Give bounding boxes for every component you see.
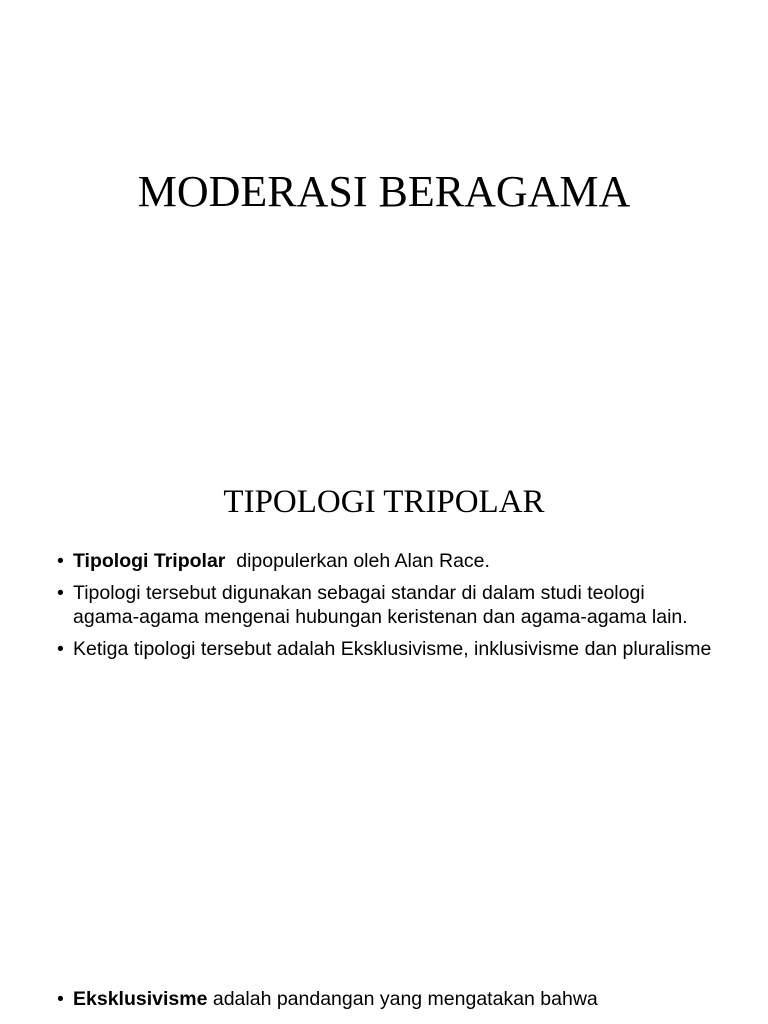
bullet-icon: •	[57, 550, 64, 572]
bullet-item	[56, 581, 716, 629]
bullet-bold-text: Tipologi Tripolar	[73, 550, 226, 572]
bullet-list	[56, 549, 716, 669]
bullet-text: dipopulerkan oleh Alan Race.	[225, 550, 490, 572]
slide-eksklusivisme	[0, 958, 768, 1024]
bullet-icon: •	[57, 582, 64, 604]
slide-title: MODERASI BERAGAMA	[137, 167, 631, 216]
bullet-text: adalah pandangan yang mengatakan bahwa	[207, 988, 598, 1010]
bullet-list	[56, 987, 716, 1019]
bullet-icon: •	[57, 638, 64, 660]
bullet-bold-text: Eksklusivisme	[73, 988, 208, 1010]
slide-heading: TIPOLOGI TRIPOLAR	[223, 484, 545, 520]
bullet-item	[56, 637, 716, 661]
slide-tipologi-tripolar	[0, 438, 768, 958]
bullet-text: Tipologi tersebut digunakan sebagai standar di dalam studi teologi agama-agama mengenai hubungan keristenan dan agama-agama lain.	[73, 582, 688, 628]
slide-title-page	[0, 0, 768, 438]
bullet-item	[56, 549, 716, 573]
bullet-item	[56, 987, 716, 1011]
bullet-icon: •	[57, 988, 64, 1010]
bullet-text: Ketiga tipologi tersebut adalah Eksklusivisme, inklusivisme dan pluralisme	[73, 638, 712, 660]
